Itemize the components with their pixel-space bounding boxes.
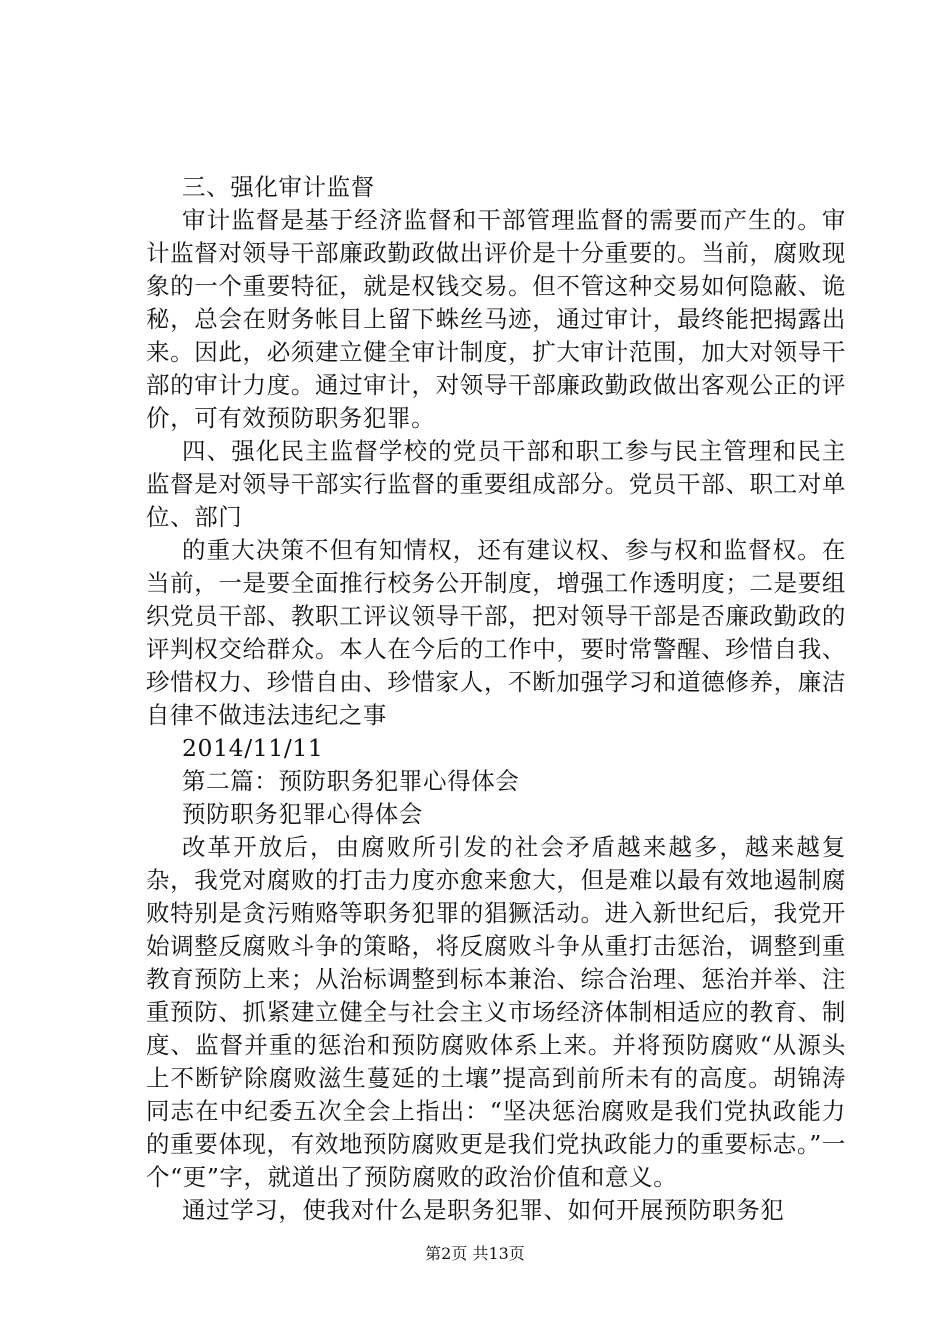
document-date: 2014/11/11 [182,734,324,762]
section-heading-audit: 三、强化审计监督 [182,173,375,201]
paragraph-study-reflection: 通过学习，使我对什么是职务犯罪、如何开展预防职务犯 [182,1196,785,1224]
second-article-heading: 第二篇：预防职务犯罪心得体会 [182,767,520,795]
document-body [146,171,846,1227]
page-footer [0,1244,950,1264]
paragraph-reform-anticorruption: 改革开放后，由腐败所引发的社会矛盾越来越多，越来越复杂，我党对腐败的打击力度亦愈来愈大，但是难以最有效地遏制腐败特别是贪污贿赂等职务犯罪的猖獗活动。进入新世纪后，我党开始调整反腐败斗争的策略，将反腐败斗争从重打击惩治，调整到重教育预防上来；从治标调整到标本兼治、综合治理、惩治并举、注重预防、抓紧建立健全与社会主义市场经济体制相适应的教育、制度、监督并重的惩治和预防腐败体系上来。并将预防腐败“从源头上不断铲除腐败滋生蔓延的土壤”提高到前所未有的高度。胡锦涛同志在中纪委五次全会上指出：“坚决惩治腐败是我们党执政能力的重要体现，有效地预防腐败更是我们党执政能力的重要标志。”一个“更”字，就道出了预防腐败的政治价值和意义。 [146,833,846,1191]
page-number-label: 第2页 共13页 [425,1244,525,1263]
paragraph-decision-rights: 的重大决策不但有知情权，还有建议权、参与权和监督权。在当前，一是要全面推行校务公开制度，增强工作透明度；二是要组织党员干部、教职工评议领导干部，把对领导干部是否廉政勤政的评判权交给群众。本人在今后的工作中，要时常警醒、珍惜自我、珍惜权力、珍惜自由、珍惜家人，不断加强学习和道德修养，廉洁自律不做违法违纪之事 [146,536,846,729]
section-heading-democratic-supervision: 四、强化民主监督学校的党员干部和职工参与民主管理和民主监督是对领导干部实行监督的重要组成部分。党员干部、职工对单位、部门 [146,437,846,531]
second-article-title: 预防职务犯罪心得体会 [182,800,423,828]
paragraph-audit-supervision: 审计监督是基于经济监督和干部管理监督的需要而产生的。审计监督对领导干部廉政勤政做出评价是十分重要的。当前，腐败现象的一个重要特征，就是权钱交易。但不管这种交易如何隐蔽、诡秘，总会在财务帐目上留下蛛丝马迹，通过审计，最终能把揭露出来。因此，必须建立健全审计制度，扩大审计范围，加大对领导干部的审计力度。通过审计，对领导干部廉政勤政做出客观公正的评价，可有效预防职务犯罪。 [146,206,846,432]
